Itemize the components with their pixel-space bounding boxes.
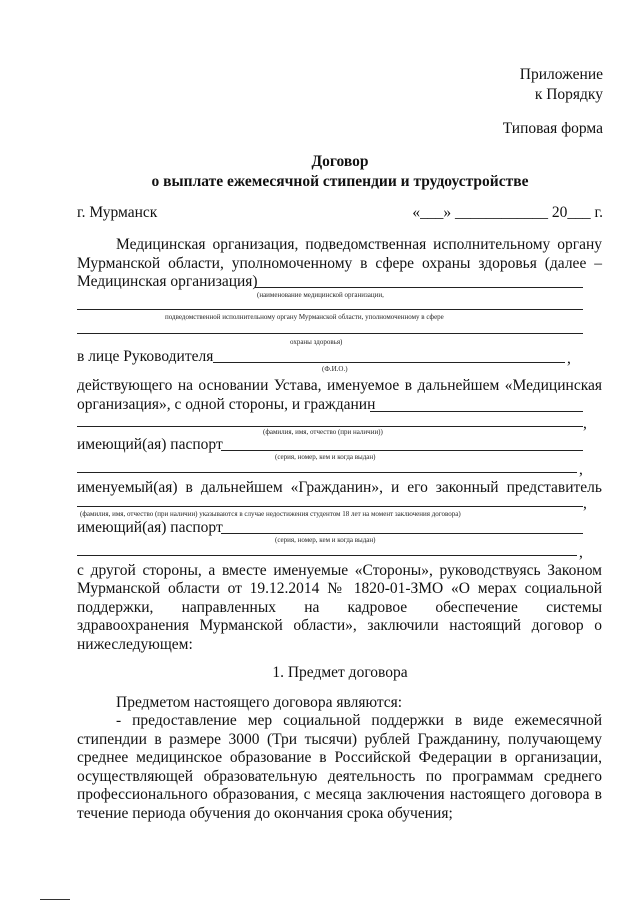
other-line-3: поддержки, направленных на кадровое обеспечение системы <box>77 599 602 616</box>
section-1-item-line-4: осуществляющей образовательную деятельность по программам среднего <box>77 768 602 785</box>
org-name-blank-3 <box>77 333 583 334</box>
section-1-item-line-3: среднее медицинское образование в Российской Федерации в организации, <box>77 749 602 766</box>
passport-label-2: имеющий(ая) паспорт <box>77 519 223 536</box>
section-1-intro: Предметом настоящего договора являются: <box>116 694 403 711</box>
section-1-item-line-6: течение периода обучения до окончания срока обучения; <box>77 805 453 822</box>
section-1-item-line-1: - предоставление мер социальной поддержки в виде ежемесячной <box>116 712 602 729</box>
passport-comma-2: , <box>579 544 583 561</box>
hint-passport: (серия, номер, кем и когда выдан) <box>275 453 376 461</box>
section-1-item-line-5: профессионального образования, с месяца заключения настоящего договора в <box>77 786 602 803</box>
section-1-item-line-2: стипендии в размере 3000 (Три тысячи) рублей Гражданину, получающему <box>77 731 602 748</box>
form-label: Типовая форма <box>502 120 603 137</box>
passport-comma: , <box>579 461 583 478</box>
acting-line-1: действующего на основании Устава, именуемое в дальнейшем «Медицинская <box>77 377 602 394</box>
other-line-1: с другой стороны, а вместе именуемые «Стороны», руководствуясь Законом <box>77 562 602 579</box>
paragraph-1-line-3: Медицинская организация) <box>77 273 258 290</box>
citizen-blank <box>370 411 583 412</box>
other-line-2: Мурманской области от 19.12.2014 № 1820-01-ЗМО «О мерах социальной <box>77 580 602 597</box>
representative-name-comma: , <box>583 495 587 512</box>
appendix-line-2: к Порядку <box>534 86 603 103</box>
other-line-5: нижеследующем: <box>77 636 193 653</box>
paragraph-1-line-2: Мурманской области, уполномоченному в сфере охраны здоровья (далее – <box>77 255 602 272</box>
acting-line-2: организация», с одной стороны, и гражданин <box>77 396 376 413</box>
hint-citizen-name: (фамилия, имя, отчество (при наличии)) <box>263 428 383 436</box>
scan-mark <box>40 899 70 900</box>
passport-label: имеющий(ая) паспорт <box>77 436 223 453</box>
hint-fio: (Ф.И.О.) <box>322 365 348 373</box>
document-title: Договор <box>311 153 369 170</box>
section-1-heading: 1. Предмет договора <box>272 664 408 681</box>
city: г. Мурманск <box>77 204 158 221</box>
other-line-4: здравоохранения Мурманской области», заключили настоящий договор о <box>77 617 602 634</box>
hint-health: охраны здоровья) <box>290 338 343 346</box>
passport-blank-3 <box>221 533 583 534</box>
date-placeholder: «___» ____________ 20___ г. <box>412 204 603 221</box>
appendix-line-1: Приложение <box>519 66 603 83</box>
citizen-comma: , <box>583 415 587 432</box>
passport-blank <box>221 450 583 451</box>
named-citizen-line: именуемый(ая) в дальнейшем «Гражданин», и его законный представитель <box>77 479 602 496</box>
citizen-blank-2 <box>77 426 583 427</box>
representative-name-blank <box>77 506 583 507</box>
hint-passport-2: (серия, номер, кем и когда выдан) <box>275 536 376 544</box>
representative-blank <box>213 362 565 363</box>
representative-label: в лице Руководителя <box>77 348 214 365</box>
hint-org-name: (наименование медицинской организации, <box>257 291 384 299</box>
passport-blank-2 <box>77 472 577 473</box>
hint-subordinate: подведомственной исполнительному органу Мурманской области, уполномоченному в сфере <box>165 313 444 321</box>
hint-representative: (фамилия, имя, отчество (при наличии) указываются в случае недостижения студентом 18 лет на момент заключения договора) <box>80 510 461 518</box>
representative-comma: , <box>567 350 571 367</box>
org-name-blank <box>255 287 583 288</box>
document-subtitle: о выплате ежемесячной стипендии и трудоустройстве <box>151 173 529 190</box>
org-name-blank-2 <box>77 309 583 310</box>
passport-blank-4 <box>77 555 577 556</box>
paragraph-1-line-1: Медицинская организация, подведомственная исполнительному органу <box>116 236 602 253</box>
